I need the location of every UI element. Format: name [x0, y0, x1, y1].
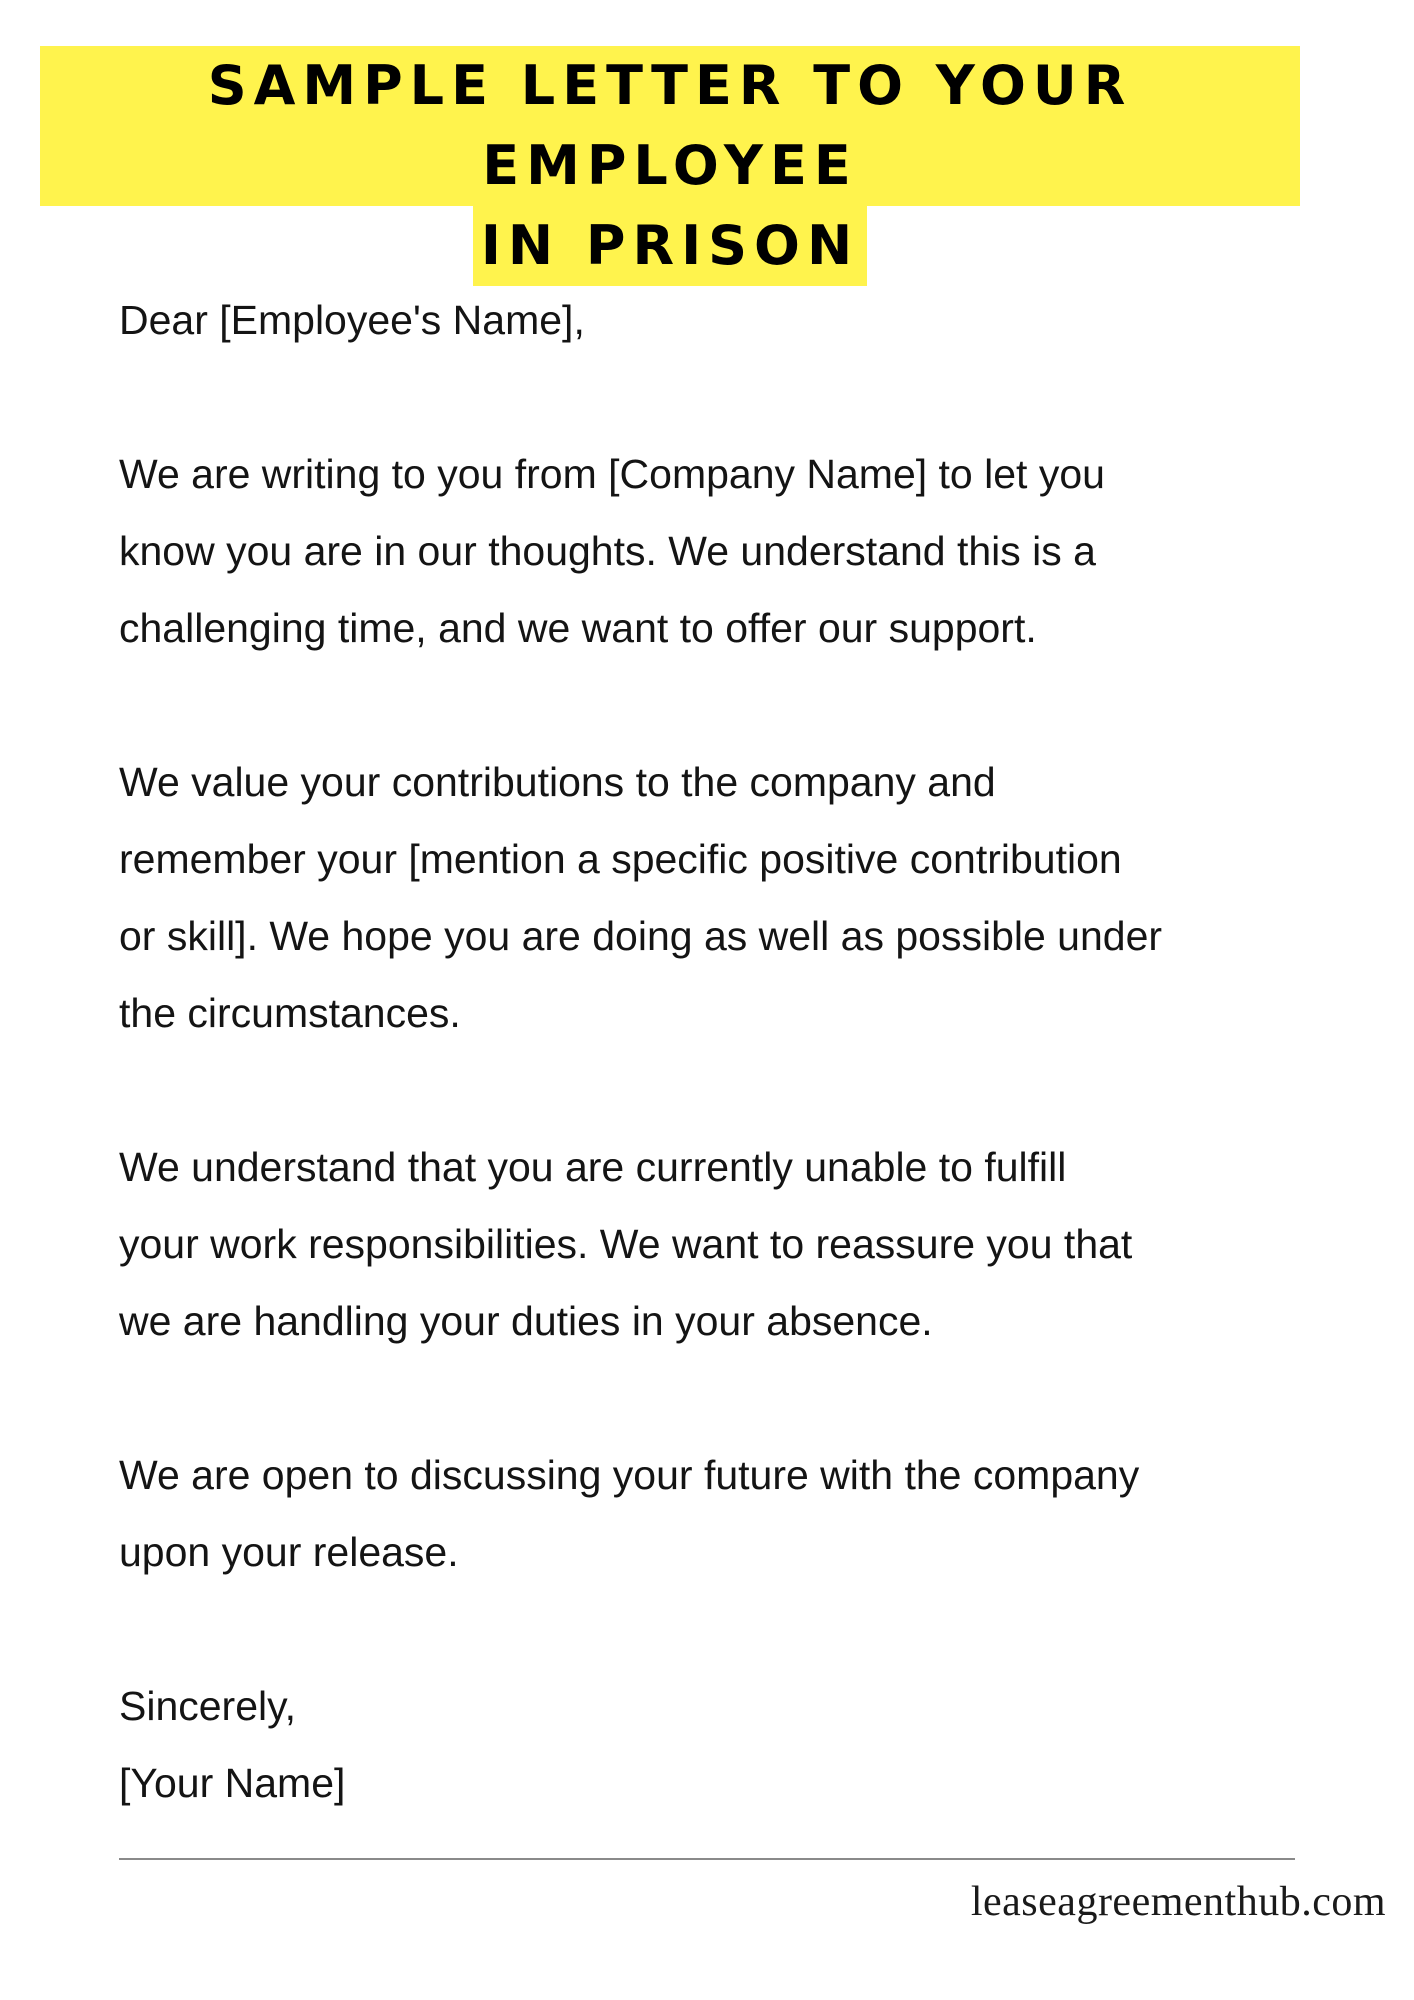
paragraph-line: We are writing to you from [Company Name] to let you — [119, 451, 1105, 497]
title-line-2: IN PRISON — [473, 206, 867, 286]
paragraph-line: upon your release. — [119, 1529, 459, 1575]
signature-placeholder: [Your Name] — [119, 1760, 346, 1806]
paragraph-line: your work responsibilities. We want to reassure you that — [119, 1221, 1133, 1267]
paragraph-2 — [119, 744, 1359, 1052]
paragraph-line: We value your contributions to the company and — [119, 759, 996, 805]
salutation — [119, 282, 1359, 359]
closing-text: Sincerely, — [119, 1683, 296, 1729]
salutation-text: Dear [Employee's Name], — [119, 297, 585, 343]
paragraph-line: challenging time, and we want to offer our support. — [119, 605, 1037, 651]
closing-block — [119, 1668, 1359, 1822]
paragraph-line: or skill]. We hope you are doing as well as possible under — [119, 913, 1163, 959]
letter-body — [119, 282, 1359, 1822]
paragraph-line: We understand that you are currently unable to fulfill — [119, 1144, 1067, 1190]
paragraph-1 — [119, 436, 1359, 667]
paragraph-line: know you are in our thoughts. We understand this is a — [119, 528, 1096, 574]
paragraph-3 — [119, 1129, 1359, 1360]
footer-site-name: leaseagreementhub.com — [970, 1879, 1386, 1925]
page-title — [40, 46, 1300, 286]
paragraph-line: We are open to discussing your future with the company — [119, 1452, 1140, 1498]
paragraph-line: the circumstances. — [119, 990, 461, 1036]
paragraph-line: remember your [mention a specific positive contribution — [119, 836, 1122, 882]
paragraph-line: we are handling your duties in your absence. — [119, 1298, 933, 1344]
title-line-1: SAMPLE LETTER TO YOUR EMPLOYEE — [40, 46, 1300, 206]
footer-divider — [119, 1858, 1295, 1860]
paragraph-4 — [119, 1437, 1359, 1591]
